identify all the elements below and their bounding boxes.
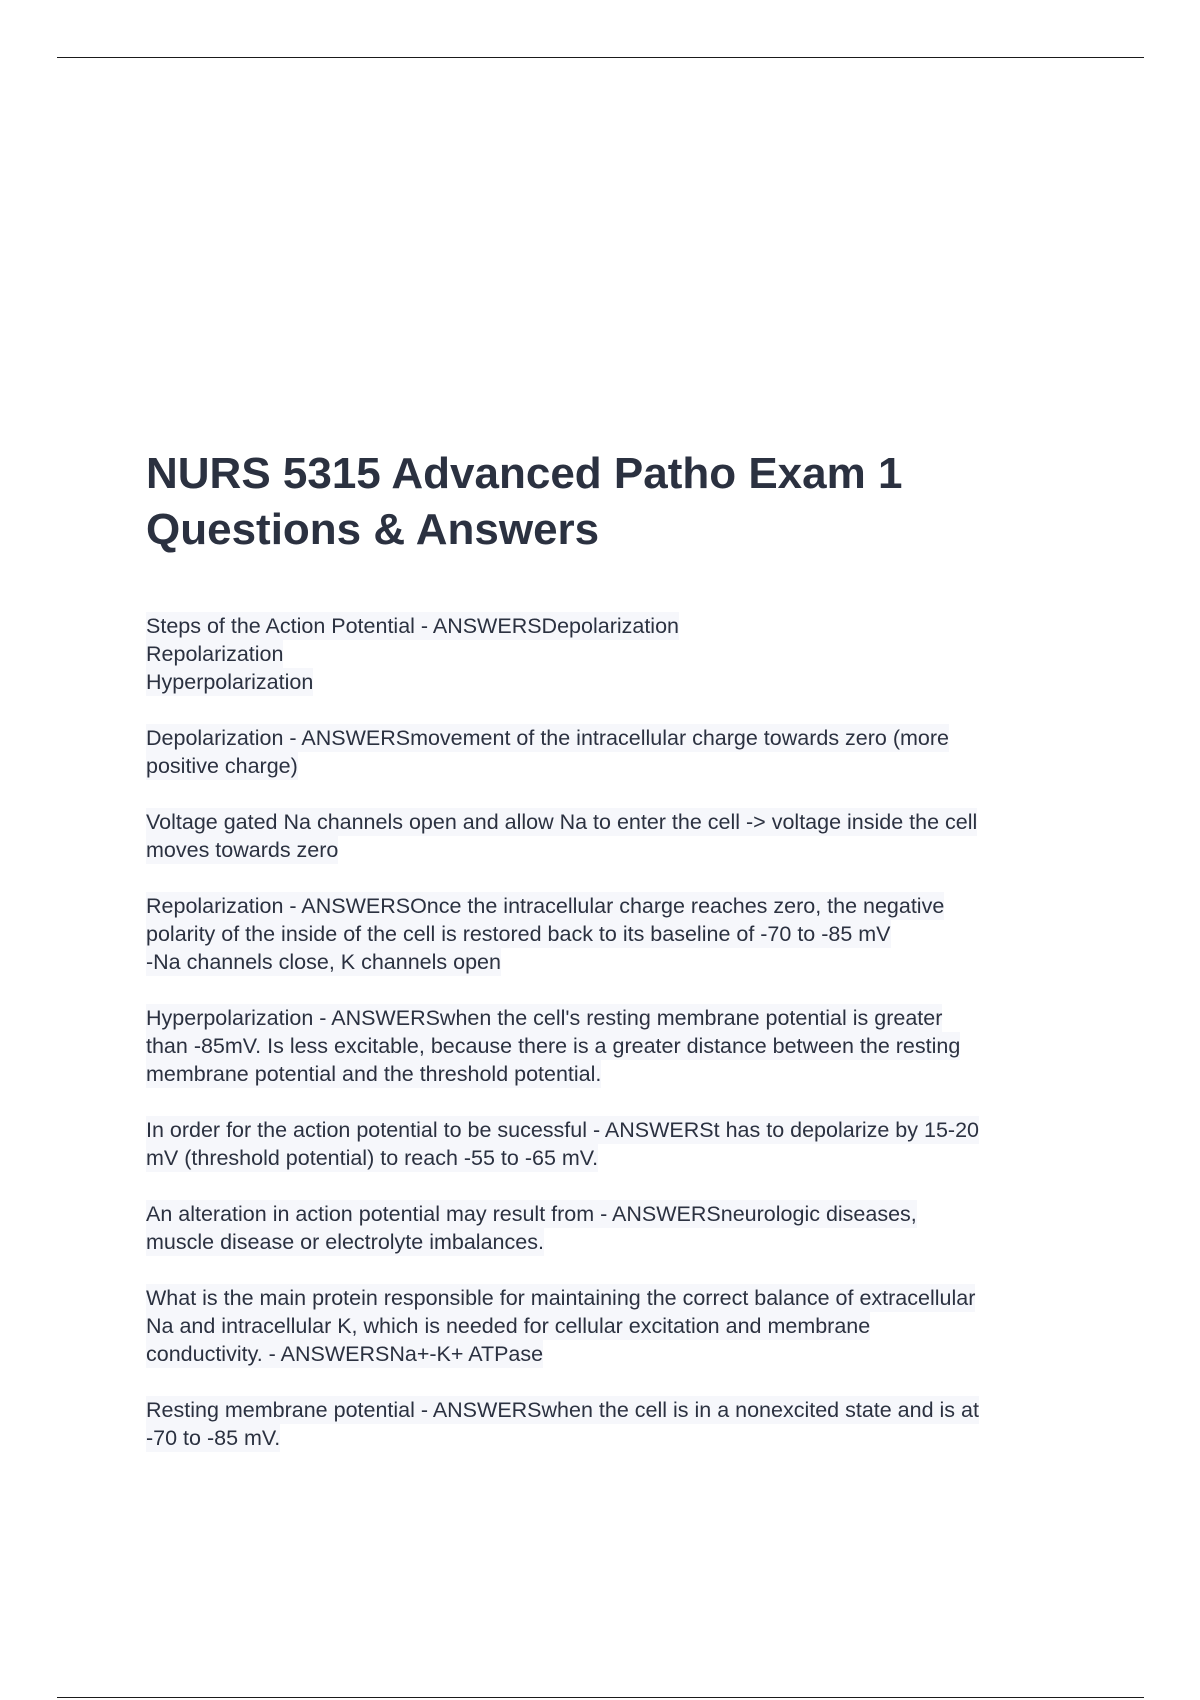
qa-text-line: Resting membrane potential - ANSWERSwhen the cell is in a nonexcited state and is at xyxy=(146,1398,979,1422)
qa-text-line: What is the main protein responsible for maintaining the correct balance of extracellular xyxy=(146,1286,976,1310)
qa-text-line: Na and intracellular K, which is needed for cellular excitation and membrane xyxy=(146,1314,871,1338)
title-line: NURS 5315 Advanced Patho Exam 1 xyxy=(146,449,903,498)
qa-entry xyxy=(146,1004,1086,1088)
qa-text-line: -70 to -85 mV. xyxy=(146,1426,281,1450)
bottom-rule xyxy=(57,1697,1144,1698)
qa-text-line: Hyperpolarization xyxy=(146,670,314,694)
top-rule xyxy=(57,57,1144,58)
qa-text-line: conductivity. - ANSWERSNa+-K+ ATPase xyxy=(146,1342,544,1366)
qa-text-line: polarity of the inside of the cell is restored back to its baseline of -70 to -85 mV xyxy=(146,922,891,946)
qa-entry xyxy=(146,1116,1086,1172)
qa-text-line: -Na channels close, K channels open xyxy=(146,950,501,974)
qa-text-line: Steps of the Action Potential - ANSWERSDepolarization xyxy=(146,614,679,638)
title-line: Questions & Answers xyxy=(146,505,600,554)
qa-text-line: Hyperpolarization - ANSWERSwhen the cell's resting membrane potential is greater xyxy=(146,1006,943,1030)
qa-text-line: mV (threshold potential) to reach -55 to -65 mV. xyxy=(146,1146,599,1170)
qa-entry xyxy=(146,1284,1086,1368)
qa-entry xyxy=(146,1396,1086,1452)
qa-text-line: Repolarization xyxy=(146,642,284,666)
qa-text-line: moves towards zero xyxy=(146,838,339,862)
qa-entry xyxy=(146,612,1086,696)
qa-text-line: In order for the action potential to be sucessful - ANSWERSt has to depolarize by 15-20 xyxy=(146,1118,979,1142)
qa-entry xyxy=(146,1200,1086,1256)
qa-text-line: than -85mV. Is less excitable, because there is a greater distance between the resting xyxy=(146,1034,961,1058)
qa-text-line: membrane potential and the threshold potential. xyxy=(146,1062,602,1086)
qa-entry xyxy=(146,892,1086,976)
qa-entry xyxy=(146,808,1086,864)
qa-text-line: Depolarization - ANSWERSmovement of the intracellular charge towards zero (more xyxy=(146,726,949,750)
qa-text-line: Repolarization - ANSWERSOnce the intracellular charge reaches zero, the negative xyxy=(146,894,945,918)
qa-list xyxy=(146,612,1086,1480)
qa-text-line: Voltage gated Na channels open and allow Na to enter the cell -> voltage inside the cell xyxy=(146,810,978,834)
qa-entry xyxy=(146,724,1086,780)
qa-text-line: muscle disease or electrolyte imbalances. xyxy=(146,1230,544,1254)
qa-text-line: positive charge) xyxy=(146,754,298,778)
document-title xyxy=(146,446,1126,558)
qa-text-line: An alteration in action potential may result from - ANSWERSneurologic diseases, xyxy=(146,1202,917,1226)
